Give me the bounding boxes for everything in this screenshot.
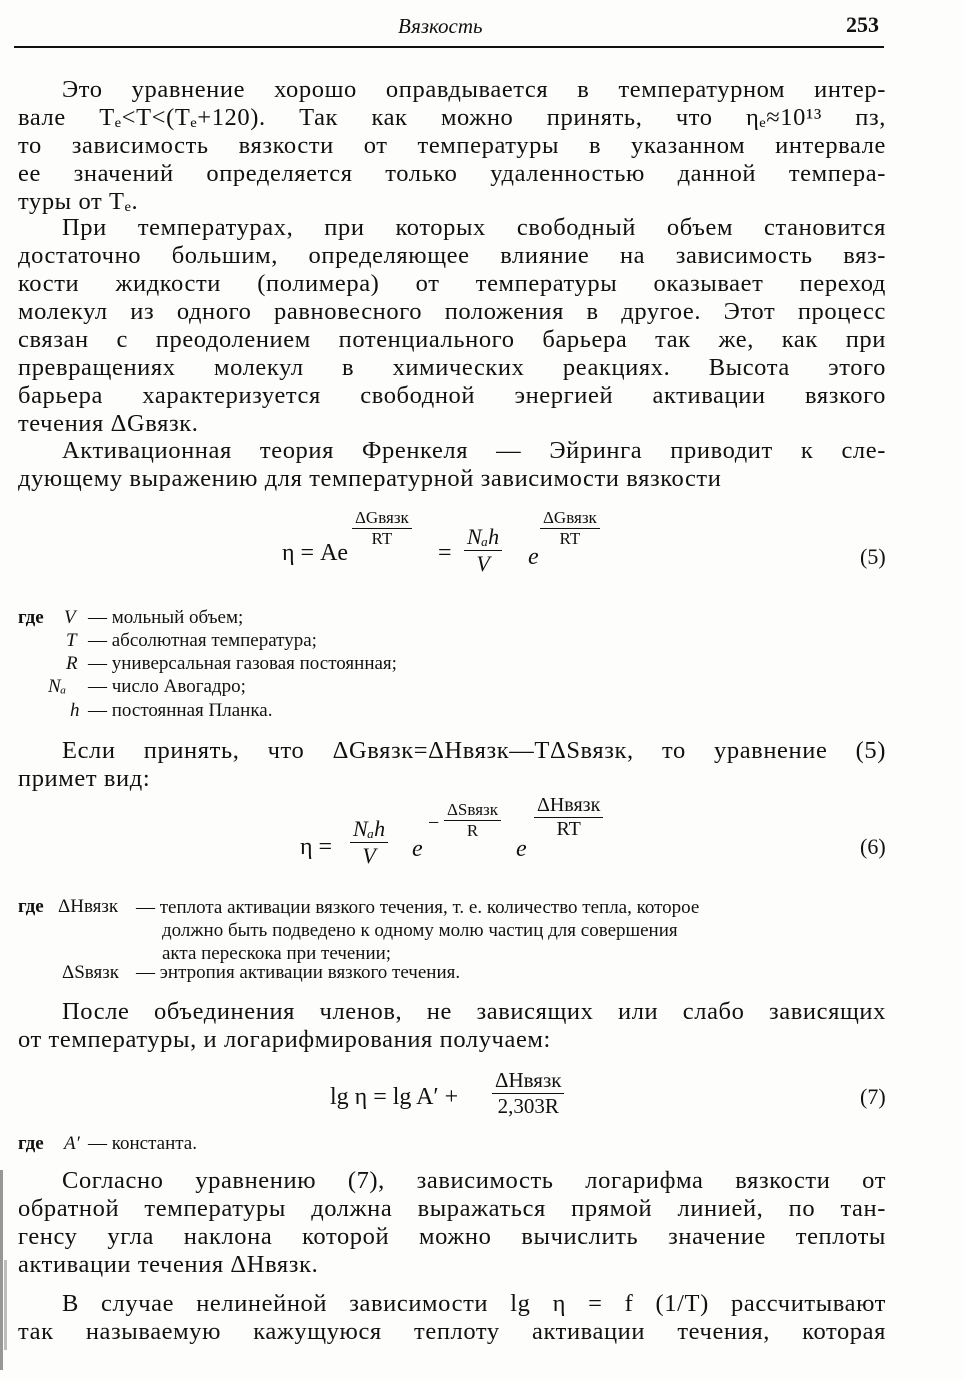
legend-prefix: где bbox=[18, 896, 44, 917]
text-line: так называемую кажущуюся теплоту активации течения, которая bbox=[18, 1318, 886, 1345]
text-line: Если принять, что ΔGвязк=ΔHвязк—TΔSвязк, то уравнение (5) bbox=[62, 737, 886, 764]
text-line: В случае нелинейной зависимости lg η = f (1/T) рассчитывают bbox=[62, 1290, 886, 1317]
legend-row bbox=[18, 607, 244, 629]
eq6-number: (6) bbox=[860, 834, 886, 859]
legend-text: — число Авогадро; bbox=[88, 676, 246, 697]
paragraph-4 bbox=[18, 737, 886, 793]
text-line: то зависимость вязкости от температуры в указанном интервале bbox=[18, 132, 886, 159]
legend-symbol: A′ bbox=[64, 1133, 80, 1154]
eq6-exp2-denominator: RT bbox=[556, 818, 581, 840]
eq5-exp1-denominator: RT bbox=[371, 529, 393, 548]
legend-text: — теплота активации вязкого течения, т. е. количество тепла, которое bbox=[136, 897, 700, 918]
eq5-lhs: η = Ae bbox=[282, 540, 349, 566]
legend-text: — мольный объем; bbox=[88, 607, 244, 628]
eq5-number: (5) bbox=[860, 544, 886, 569]
header-rule bbox=[14, 46, 884, 48]
legend-symbol: h bbox=[70, 700, 80, 721]
text-line: Активационная теория Френкеля — Эйринга приводит к сле- bbox=[62, 437, 886, 464]
page-number: 253 bbox=[846, 12, 879, 37]
legend-symbol: T bbox=[66, 630, 77, 651]
eq6-e2: e bbox=[516, 836, 527, 862]
text-line: ее значений определяется только удаленностью данной темпера- bbox=[18, 160, 886, 187]
eq5-exp2-denominator: RT bbox=[559, 529, 581, 548]
paragraph-3 bbox=[18, 437, 886, 493]
running-header-title: Вязкость bbox=[398, 14, 483, 38]
eq6-frac-numerator: Nₐh bbox=[350, 816, 388, 843]
paragraph-7 bbox=[18, 1290, 886, 1346]
text-line: После объединения членов, не зависящих или слабо зависящих bbox=[62, 998, 886, 1025]
text-line: достаточно большим, определяющее влияние на зависимость вяз- bbox=[18, 242, 886, 269]
text-line: от температуры, и логарифмирования получаем: bbox=[18, 1026, 551, 1053]
text-line: активации течения ΔHвязк. bbox=[18, 1251, 319, 1278]
eq6-fraction bbox=[350, 816, 388, 869]
eq5-fraction bbox=[464, 524, 502, 577]
scan-edge-shadow bbox=[4, 1260, 7, 1350]
eq5-exponent-2 bbox=[540, 508, 600, 549]
eq6-exp1-sign: − bbox=[428, 812, 440, 834]
legend-prefix: где bbox=[18, 607, 44, 628]
legend-eq7 bbox=[18, 1133, 197, 1155]
eq7-fraction bbox=[492, 1068, 564, 1119]
legend-prefix: где bbox=[18, 1133, 44, 1154]
legend-text: — универсальная газовая постоянная; bbox=[88, 653, 397, 674]
text-line: барьера характеризуется свободной энергией активации вязкого bbox=[18, 382, 886, 409]
eq6-exp1-denominator: R bbox=[466, 821, 479, 840]
text-line: Это уравнение хорошо оправдывается в температурном интер- bbox=[62, 76, 886, 103]
paragraph-2 bbox=[18, 214, 886, 438]
text-line: превращениях молекул в химических реакциях. Высота этого bbox=[18, 354, 886, 381]
text-line: кости жидкости (полимера) от температуры оказывает переход bbox=[18, 270, 886, 297]
text-line: При температурах, при которых свободный объем становится bbox=[62, 214, 886, 241]
eq6-exp2-numerator: ΔHвязк bbox=[534, 794, 603, 818]
legend-row bbox=[62, 962, 461, 984]
legend-text: акта перескока при течении; bbox=[162, 943, 392, 964]
text-line: примет вид: bbox=[18, 765, 151, 792]
legend-symbol: V bbox=[64, 607, 76, 628]
text-line: туры от Tₑ. bbox=[18, 188, 139, 215]
paragraph-1 bbox=[18, 76, 886, 216]
legend-text: — абсолютная температура; bbox=[88, 630, 317, 651]
legend-text: — константа. bbox=[88, 1133, 197, 1154]
eq7-number: (7) bbox=[860, 1084, 886, 1109]
legend-symbol: ΔHвязк bbox=[58, 896, 119, 917]
eq5-frac-denominator: V bbox=[476, 551, 490, 576]
legend-h-definition bbox=[136, 896, 888, 965]
eq5-e: e bbox=[528, 544, 539, 570]
legend-symbol: R bbox=[66, 653, 78, 674]
text-line: вале Tₑ<T<(Tₑ+120). Так как можно принять, что ηₑ≈10¹³ пз, bbox=[18, 104, 886, 131]
paragraph-5 bbox=[18, 998, 886, 1054]
eq7-lhs: lg η = lg A′ + bbox=[330, 1084, 459, 1110]
eq6-exponent-2 bbox=[534, 794, 603, 841]
eq5-exponent-1 bbox=[352, 508, 412, 549]
eq5-exp1-numerator: ΔGвязк bbox=[352, 508, 412, 529]
legend-text: — постоянная Планка. bbox=[88, 700, 273, 721]
eq5-frac-numerator: Nₐh bbox=[464, 524, 502, 551]
text-line: связан с преодолением потенциального барьера так же, как при bbox=[18, 326, 886, 353]
text-line: молекул из одного равновесного положения в другое. Этот процесс bbox=[18, 298, 886, 325]
legend-symbol: Nₐ bbox=[48, 676, 67, 697]
eq7-frac-denominator: 2,303R bbox=[497, 1094, 559, 1118]
eq6-lhs: η = bbox=[300, 834, 333, 860]
eq7-frac-numerator: ΔHвязк bbox=[492, 1068, 564, 1094]
eq5-exp2-numerator: ΔGвязк bbox=[540, 508, 600, 529]
text-line: обратной температуры должна выражаться прямой линией, по тан- bbox=[18, 1195, 886, 1222]
text-line: дующему выражению для температурной зависимости вязкости bbox=[18, 465, 722, 492]
eq6-exp1-numerator: ΔSвязк bbox=[444, 800, 501, 821]
eq6-frac-denominator: V bbox=[362, 843, 376, 868]
legend-symbol: ΔSвязк bbox=[62, 962, 119, 983]
eq5-equals: = bbox=[438, 540, 452, 566]
eq6-exponent-1 bbox=[444, 800, 501, 841]
text-line: Согласно уравнению (7), зависимость логарифма вязкости от bbox=[62, 1167, 886, 1194]
text-line: генсу угла наклона которой можно вычислить значение теплоты bbox=[18, 1223, 886, 1250]
eq6-e1: e bbox=[412, 836, 423, 862]
scan-edge-shadow bbox=[0, 1170, 3, 1370]
legend-text: — энтропия активации вязкого течения. bbox=[136, 962, 461, 983]
text-line: течения ΔGвязк. bbox=[18, 410, 199, 437]
legend-text: должно быть подведено к одному молю частиц для совершения bbox=[162, 920, 678, 941]
paragraph-6 bbox=[18, 1167, 886, 1279]
legend-row bbox=[18, 896, 119, 918]
